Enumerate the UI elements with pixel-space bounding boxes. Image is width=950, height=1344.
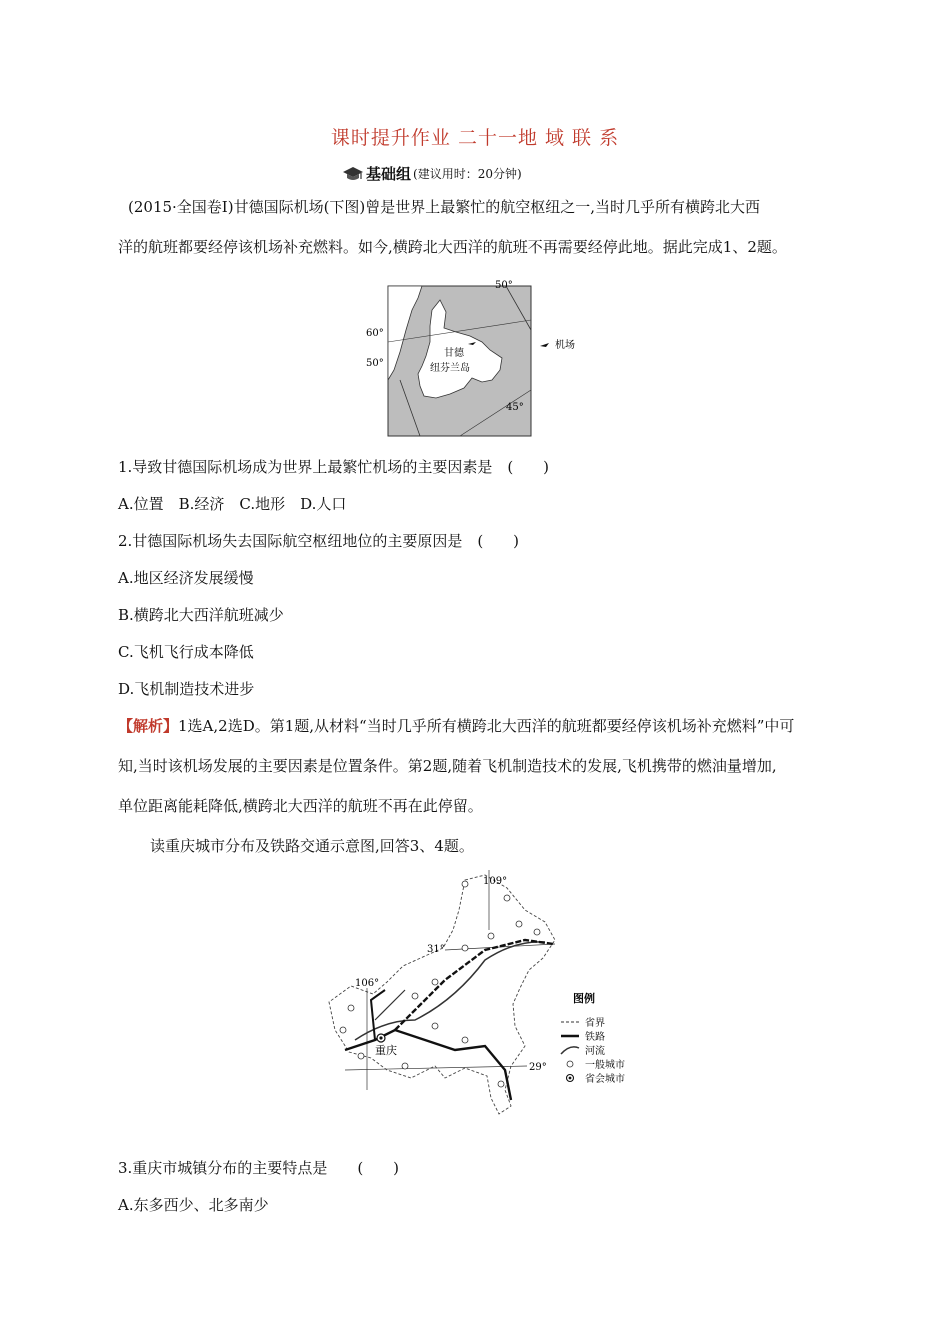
analysis-line2: 知,当时该机场发展的主要因素是位置条件。第2题,随着飞机制造技术的发展,飞机携带的燃油量增加,: [118, 757, 777, 775]
map-chongqing: [315, 870, 645, 1120]
analysis-tag: 【解析】: [118, 717, 179, 735]
question-2-option-b: B.横跨北大西洋航班减少: [118, 606, 284, 624]
legend-item-city: 一般城市: [585, 1060, 625, 1071]
question-2-stem: 2.甘德国际机场失去国际航空枢纽地位的主要原因是 ( ): [118, 532, 520, 550]
intro1-line2: 洋的航班都要经停该机场补充燃料。如今,横跨北大西洋的航班不再需要经停此地。据此完成1、2题。: [118, 238, 787, 256]
lat29-label: 29°: [529, 1062, 547, 1073]
island-label-2: 纽芬兰岛: [430, 363, 470, 374]
lat50top-label: 50°: [495, 280, 513, 291]
intro2-text: 读重庆城市分布及铁路交通示意图,回答3、4题。: [150, 837, 474, 855]
analysis-line1: [118, 715, 794, 736]
section-name: 基础组: [366, 165, 412, 183]
lon106-label: 106°: [355, 978, 380, 989]
intro1-line1: (2015·全国卷Ⅰ)甘德国际机场(下图)曾是世界上最繁忙的航空枢纽之一,当时几乎所有横跨北大西: [128, 198, 761, 216]
chongqing-label: 重庆: [375, 1044, 397, 1057]
legend-item-capital: 省会城市: [585, 1074, 625, 1085]
island-label-1: 甘德: [444, 348, 464, 359]
section-time-note: (建议用时：20分钟): [413, 167, 522, 181]
airport-legend-icon: [540, 343, 549, 347]
lat50left-label: 50°: [366, 358, 384, 369]
airport-legend-label: 机场: [555, 340, 575, 351]
page-title: 课时提升作业 二十一地 域 联 系: [330, 127, 620, 149]
legend-item-boundary: 省界: [585, 1018, 605, 1029]
legend-item-railway: 铁路: [585, 1032, 605, 1043]
section-header: [342, 163, 522, 184]
legend-title: 图例: [573, 992, 595, 1005]
graduation-cap-icon: [342, 166, 364, 182]
analysis-line3: 单位距离能耗降低,横跨北大西洋的航班不再在此停留。: [118, 797, 483, 815]
question-3-option-a: A.东多西少、北多南少: [118, 1196, 269, 1214]
question-1-stem: 1.导致甘德国际机场成为世界上最繁忙机场的主要因素是 ( ): [118, 458, 550, 476]
lat45-label: 45°: [506, 402, 524, 413]
question-3-stem: 3.重庆市城镇分布的主要特点是 ( ): [118, 1159, 400, 1177]
question-2-option-d: D.飞机制造技术进步: [118, 680, 255, 698]
map2-legend: [561, 991, 625, 1085]
lat31-label: 31°: [427, 944, 445, 955]
lon109-label: 109°: [483, 876, 508, 887]
question-1-options: A.位置 B.经济 C.地形 D.人口: [118, 495, 347, 513]
analysis-text-1: 1选A,2选D。第1题,从材料“当时几乎所有横跨北大西洋的航班都要经停该机场补充燃料”中可: [178, 717, 795, 735]
question-2-option-a: A.地区经济发展缓慢: [118, 569, 254, 587]
map-newfoundland: [360, 270, 600, 440]
lat60-label: 60°: [366, 328, 384, 339]
legend-item-river: 河流: [585, 1046, 605, 1057]
question-2-option-c: C.飞机飞行成本降低: [118, 643, 254, 661]
